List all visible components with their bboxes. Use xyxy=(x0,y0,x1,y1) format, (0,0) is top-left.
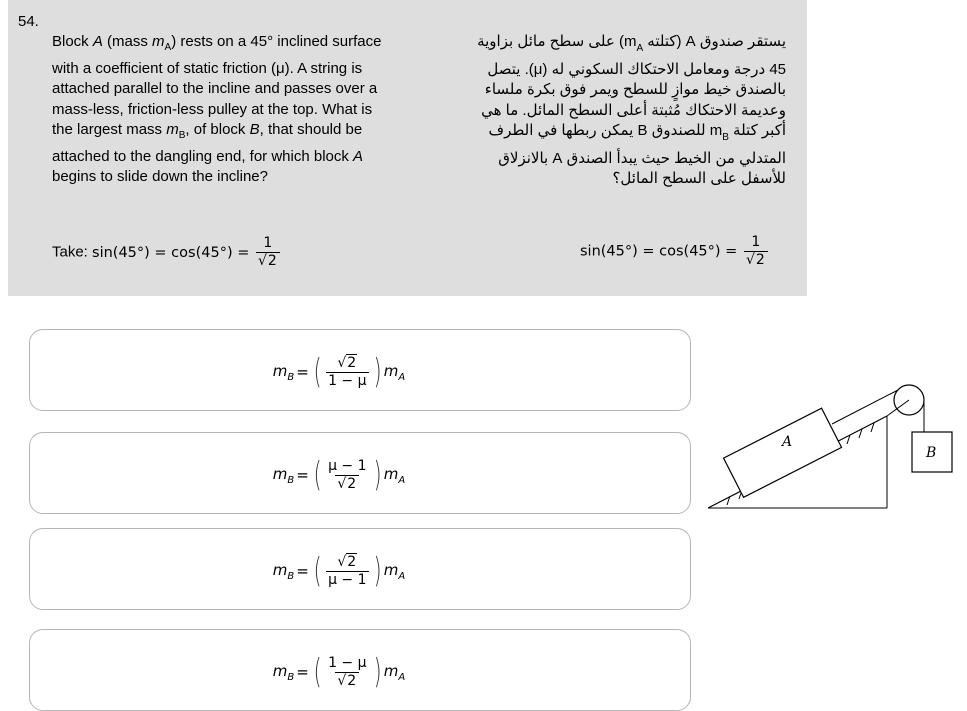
question-text-arabic: يستقر صندوق A (كتلته $m_A$) على سطح مائل بزاوية 45 درجة ومعامل الاحتكاك السكوني له (μ). يتصل بالصندق خيط موازٍ للسطح ويمر فوق بكرة ملساء وعديمة الاحتكاك مُثبتة أعلى السطح المائل. ما هي أكبر كتلة $m_B$ للصندوق B يمكن ربطها في الطرف المتدلي من الخيط حيث يبدأ الصندق A بالانزلاق للأسفل على السطح المائل؟ xyxy=(477,33,786,187)
trig-equation: sin(45°) = cos(45°) = $\frac{1}{√2}$ xyxy=(92,245,282,261)
mass-a-symbol: $m_A$ xyxy=(152,33,172,53)
answer-option-3[interactable] xyxy=(29,528,691,610)
question-panel xyxy=(8,0,807,296)
question-number: 54. xyxy=(18,13,39,30)
option-1-formula: $m_B$ = ( $\frac{√2}{1 - \mu}$ ) $m_A$ xyxy=(272,352,406,392)
block-a xyxy=(724,408,842,497)
block-a-label: A xyxy=(782,434,793,450)
question-text-english: Block A (mass $m_A$) rests on a 45° inclined surface with a coefficient of static friction (μ). A string is attached parallel to the incline and passes over a mass-less, friction-less pulley at the top. What is the largest mass $m_B$, of block B, that should be attached to the dangling end, for which block A begins to slide down the incline? xyxy=(52,33,382,185)
trig-hint-english: Take: sin(45°) = cos(45°) = $\frac{1}{√2}$ xyxy=(52,236,282,269)
answer-option-4[interactable] xyxy=(29,629,691,711)
answer-option-2[interactable] xyxy=(29,432,691,514)
option-4-formula: $m_B$ = ( $\frac{1 - \mu}{√2}$ ) $m_A$ xyxy=(272,652,406,692)
answer-option-1[interactable] xyxy=(29,329,691,411)
trig-hint-arabic: sin(45°) = cos(45°) = $\frac{1}{√2}$ xyxy=(580,235,770,268)
block-b-label: B xyxy=(926,445,937,461)
string-incline xyxy=(832,390,898,424)
option-3-formula: $m_B$ = ( $\frac{√2}{\mu - 1}$ ) $m_A$ xyxy=(272,551,406,591)
incline-pulley-diagram xyxy=(700,370,962,520)
option-2-formula: $m_B$ = ( $\frac{\mu - 1}{√2}$ ) $m_A$ xyxy=(272,455,406,495)
